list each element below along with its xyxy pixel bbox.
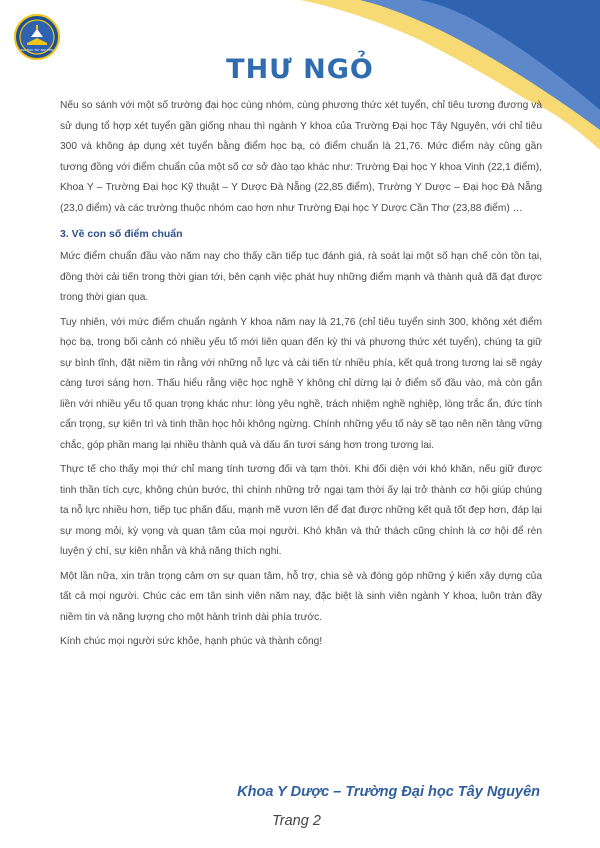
paragraph-belief: Tuy nhiên, với mức điểm chuẩn ngành Y khoa năm nay là 21,76 (chỉ tiêu tuyển sinh 300, không xét điểm học bạ, trong bối cảnh có nhiều yếu tố mới liên quan đến kỳ thi và phương thức xét tuyển), chúng ta giữ sự bình tĩnh, đặt niềm tin rằng với những nỗ lực và cải tiến từ nhiều phía, kết quả trong tương lai sẽ ngày càng tươi sáng hơn. Thấu hiểu rằng việc học nghề Y không chỉ dừng lại ở điểm số đầu vào, mà còn gắn liền với nhiều yếu tố quan trọng khác như: lòng yêu nghề, trách nhiệm nghề nghiệp, lòng trắc ẩn, đức tính cẩn trọng, sự kiên trì và tinh thần học hỏi không ngừng. Chính những yếu tố này sẽ tạo nên nền tảng vững chắc, góp phần mang lại nhiều thành quả và dấu ấn tươi sáng hơn trong tương lai. — [60, 316, 542, 451]
logo-emblem-icon — [17, 17, 57, 57]
paragraph-thanks: Một lần nữa, xin trân trọng cảm ơn sự quan tâm, hỗ trợ, chia sẻ và đóng góp những ý kiến xây dựng của tất cả mọi người. Chúc các em tân sinh viên năm nay, đặc biệt là sinh viên ngành Y khoa, luôn tràn đầy niềm tin và năng lượng cho một hành trình dài phía trước. — [60, 570, 542, 623]
page-title: THƯ NGỎ — [226, 54, 374, 85]
paragraph-wishes: Kính chúc mọi người sức khỏe, hạnh phúc và thành công! — [60, 636, 323, 647]
letter-body — [60, 96, 542, 657]
paragraph-comparison: Nếu so sánh với một số trường đại học cùng nhóm, cùng phương thức xét tuyển, chỉ tiêu tương đương và sử dụng tổ hợp xét tuyển gần giống nhau thì ngành Y khoa của Trường Đại học Tây Nguyên, với chỉ tiêu 300 và không áp dụng xét tuyển bằng điểm học bạ, có điểm chuẩn là 21,76. Mức điểm này cũng gần tương đồng với điểm chuẩn của một số cơ sở đào tạo khác như: Trường Đại học Y khoa Vinh (22,1 điểm), Khoa Y – Trường Đại học Kỹ thuật – Y Dược Đà Nẵng (22,85 điểm), Trường Y Dược – Đại học Đà Nẵng (23,0 điểm) và các trường thuộc nhóm cao hơn như Trường Đại học Y Dược Cần Thơ (23,88 điểm) … — [60, 100, 542, 214]
paragraph-reality: Thực tế cho thấy mọi thứ chỉ mang tính tương đối và tạm thời. Khi đối diện với khó khăn, nếu giữ được tinh thần tích cực, không chùn bước, thì chính những trở ngại tạm thời ấy lại trở thành cơ hội giúp chúng ta nỗ lực nhiều hơn, tiếp tục phấn đấu, mạnh mẽ vươn lên để đạt được những kết quả tốt đẹp hơn, đáp lại sự mong mỏi, kỳ vọng và quan tâm của mọi người. Khó khăn và thử thách cũng chính là cơ hội để rèn luyện ý chí, sự kiên nhẫn và khả năng thích nghi. — [60, 464, 542, 557]
logo-text: ĐẠI HỌC TÂY NGUYÊN — [20, 48, 54, 52]
signature: Khoa Y Dược – Trường Đại học Tây Nguyên — [237, 784, 540, 800]
page-number: Trang 2 — [272, 813, 321, 829]
section-heading-cutoff-score: 3. Về con số điểm chuẩn — [60, 228, 183, 240]
paragraph-evaluation: Mức điểm chuẩn đầu vào năm nay cho thấy cần tiếp tục đánh giá, rà soát lại một số hạn chế còn tồn tại, đồng thời cải tiến trong thời gian tới, bên cạnh việc phát huy những điểm mạnh và thành quả đã đạt được trong thời gian qua. — [60, 251, 542, 303]
